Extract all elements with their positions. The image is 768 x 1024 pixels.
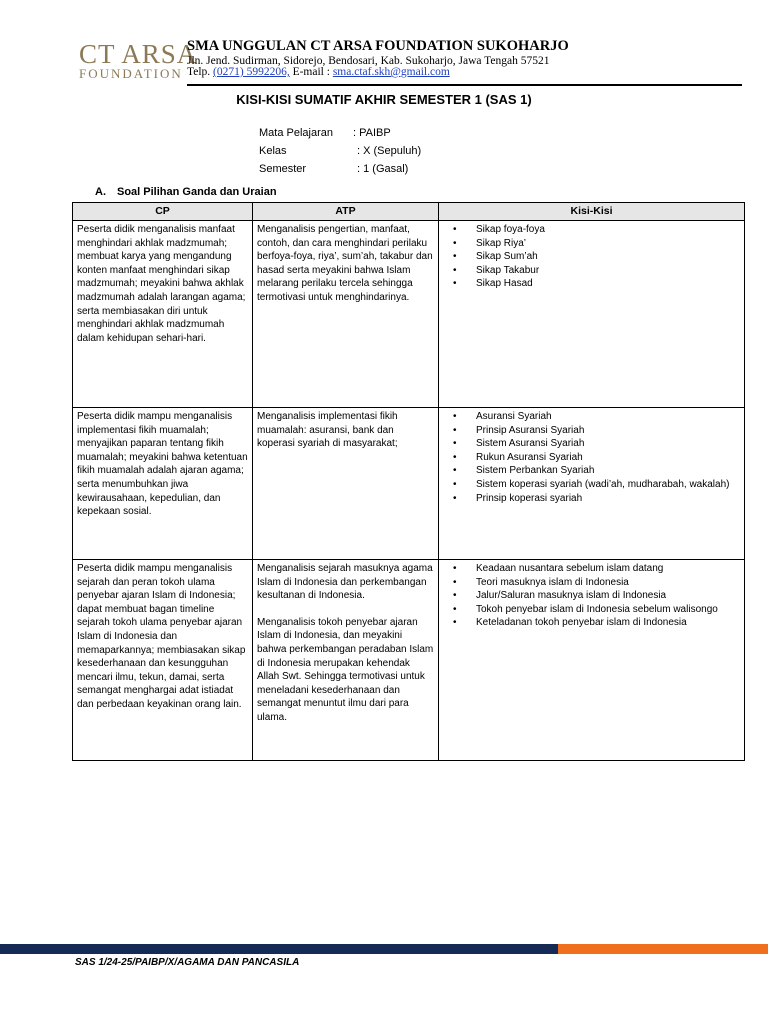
logo-text: CT ARSA	[79, 39, 198, 69]
list-item: • Keadaan nusantara sebelum islam datang	[476, 562, 740, 576]
list-item: • Jalur/Saluran masuknya islam di Indonesia	[476, 589, 740, 603]
foundation-logo	[79, 39, 198, 81]
section-title: Soal Pilihan Ganda dan Uraian	[117, 186, 277, 198]
school-address: Jln. Jend. Sudirman, Sidorejo, Bendosari, Kab. Sukoharjo, Jawa Tengah 57521	[187, 55, 550, 67]
list-item: • Sikap Hasad	[476, 277, 740, 291]
info-label: Semester	[259, 163, 307, 175]
list-item: • Sistem Asuransi Syariah	[476, 437, 740, 451]
header-kisi: Kisi-Kisi	[439, 203, 745, 221]
info-value: : PAIBP	[353, 127, 391, 139]
list-item: • Sikap Takabur	[476, 264, 740, 278]
atp-cell	[253, 221, 439, 408]
footer-bar-orange	[558, 944, 768, 954]
cp-cell: Peserta didik mampu menganalisis sejarah dan peran tokoh ulama penyebar ajaran Islam di Indonesia; dapat membuat bagan timeline sejarah tokoh ulama penyebar ajaran Islam di Indonesia dan memaparkannya; membiasakan sikap kesederhanaan dan kesungguhan mencari ilmu, tekun, damai, serta semangat menghargai adat istiadat dan perbedaan keyakinan orang lain.	[73, 560, 253, 761]
phone-link[interactable]: (0271) 5992206,	[213, 66, 290, 78]
footer-bar-blue	[0, 944, 558, 954]
list-item: • Prinsip koperasi syariah	[476, 492, 740, 506]
header-cp: CP	[73, 203, 253, 221]
phone-label: Telp.	[187, 66, 214, 78]
list-item: • Sistem koperasi syariah (wadi’ah, mudharabah, wakalah)	[476, 478, 740, 492]
table-row	[73, 560, 745, 761]
email-label: E-mail :	[289, 66, 333, 78]
atp-text: Menganalisis implementasi fikih muamalah: asuransi, bank dan koperasi syariah di masyarakat;	[257, 411, 398, 450]
table-header-row	[73, 203, 745, 221]
info-label: Mata Pelajaran	[259, 127, 333, 139]
list-item: • Asuransi Syariah	[476, 410, 740, 424]
atp-text: Menganalisis tokoh penyebar ajaran Islam di Indonesia, dan meyakini bahwa perkembangan peradaban Islam di Indonesia merupakan kehendak Allah Swt. Sehingga termotivasi untuk meneladani kesederhanaan dan semangat menuntut ilmu dari para ulama.	[257, 616, 434, 723]
info-value: : 1 (Gasal)	[357, 163, 409, 175]
email-link[interactable]: sma.ctaf.skh@gmail.com	[332, 66, 450, 78]
atp-text: Menganalisis sejarah masuknya agama Islam di Indonesia dan perkembangan kesultanan di Indonesia.	[257, 563, 433, 602]
list-item: • Rukun Asuransi Syariah	[476, 451, 740, 465]
cp-cell: Peserta didik mampu menganalisis implementasi fikih muamalah; menyajikan paparan tentang fikih muamalah; meyakini bahwa ketentuan fikih muamalah adalah ajaran agama; serta menumbuhkan jiwa kewirausahaan, kepedulian, dan kepekaan sosial.	[73, 408, 253, 560]
list-item: • Sikap foya-foya	[476, 223, 740, 237]
kisi-cell	[439, 560, 745, 761]
kisi-cell	[439, 221, 745, 408]
logo-subtext: FOUNDATION	[79, 66, 183, 81]
section-letter: A.	[95, 186, 106, 198]
list-item: • Sikap Riya’	[476, 237, 740, 251]
list-item: • Prinsip Asuransi Syariah	[476, 424, 740, 438]
table-row	[73, 408, 745, 560]
list-item: • Sistem Perbankan Syariah	[476, 464, 740, 478]
footer-document-code: SAS 1/24-25/PAIBP/X/AGAMA DAN PANCASILA	[75, 957, 300, 968]
atp-cell	[253, 408, 439, 560]
header-divider	[187, 84, 742, 86]
list-item: • Sikap Sum’ah	[476, 250, 740, 264]
school-contact	[187, 66, 450, 78]
atp-text: Menganalisis pengertian, manfaat, contoh, dan cara menghindari perilaku berfoya-foya, riya’, sum’ah, takabur dan hasad serta meyakini bahwa Islam melarang perilaku tercela sehingga termotivasi untuk menghindarinya.	[257, 224, 433, 303]
kisi-list	[443, 410, 740, 505]
info-label: Kelas	[259, 145, 287, 157]
list-item: • Teori masuknya islam di Indonesia	[476, 576, 740, 590]
kisi-list	[443, 223, 740, 291]
school-name: SMA UNGGULAN CT ARSA FOUNDATION SUKOHARJO	[187, 38, 569, 54]
atp-cell	[253, 560, 439, 761]
header-atp: ATP	[253, 203, 439, 221]
list-item: • Keteladanan tokoh penyebar islam di Indonesia	[476, 616, 740, 630]
kisi-list	[443, 562, 740, 630]
document-title: KISI-KISI SUMATIF AKHIR SEMESTER 1 (SAS 1)	[236, 92, 532, 107]
list-item: • Tokoh penyebar islam di Indonesia sebelum walisongo	[476, 603, 740, 617]
table-row	[73, 221, 745, 408]
info-value: : X (Sepuluh)	[357, 145, 422, 157]
kisi-kisi-table	[72, 202, 745, 761]
kisi-cell	[439, 408, 745, 560]
cp-cell: Peserta didik menganalisis manfaat menghindari akhlak madzmumah; membuat karya yang mengandung konten manfaat menghindari sikap madzmumah; meyakini bahwa akhlak madzmumah adalah larangan agama; serta membiasakan diri untuk menghindari akhlak madzmumah dalam kehidupan sehari-hari.	[73, 221, 253, 408]
